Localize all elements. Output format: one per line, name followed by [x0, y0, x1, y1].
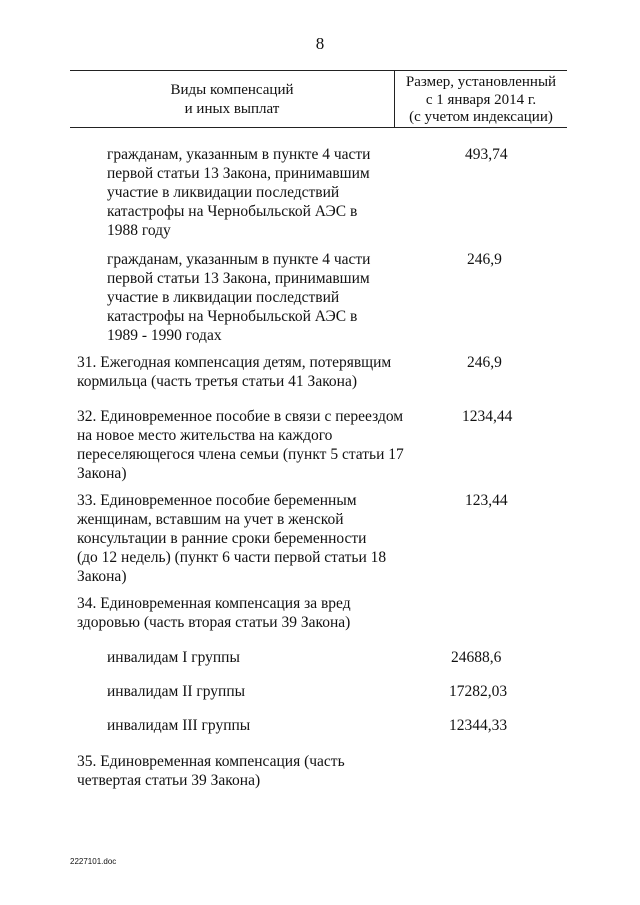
entry-line: инвалидам II группы: [107, 683, 246, 700]
entry-value: 246,9: [467, 251, 502, 268]
entry-line: (до 12 недель) (пункт 6 части первой статьи 18: [77, 549, 387, 566]
entry-text: [107, 250, 370, 345]
entry-value: 493,74: [465, 146, 508, 163]
entry-line: женщинам, вставшим на учет в женской: [77, 511, 344, 528]
entry-text: [77, 594, 351, 632]
entry-liquidators-1989-1990: [107, 250, 567, 345]
entry-line: консультации в ранние сроки беременности: [77, 530, 367, 547]
entry-line: переселяющегося члена семьи (пункт 5 статьи 17: [77, 446, 404, 463]
entry-line: здоровью (часть вторая статьи 39 Закона): [77, 614, 351, 631]
entry-line: первой статьи 13 Закона, принимавшим: [107, 270, 370, 287]
entry-text: [107, 716, 250, 735]
entry-liquidators-1988: [107, 145, 567, 240]
entry-line: 35. Единовременная компенсация (часть: [77, 753, 345, 770]
entry-value: 1234,44: [462, 408, 513, 425]
header-amount: [395, 74, 567, 127]
entry-line: участие в ликвидации последствий: [107, 184, 340, 201]
entry-line: гражданам, указанным в пункте 4 части: [107, 146, 371, 163]
entry-line: 33. Единовременное пособие беременным: [77, 492, 357, 509]
entry-value: 123,44: [465, 492, 508, 509]
entry-item-35: [77, 752, 567, 792]
header-right-line: (с учетом индексации): [409, 109, 553, 125]
entry-text: [77, 407, 404, 483]
entry-line: 32. Единовременное пособие в связи с переездом: [77, 408, 404, 425]
entry-line: 31. Ежегодная компенсация детям, потерявщим: [77, 354, 392, 371]
entry-text: [77, 491, 386, 586]
entry-text: [107, 648, 240, 667]
footer-filename: 2227101.doc: [70, 857, 117, 866]
header-left-line: Виды компенсаций: [170, 82, 294, 98]
entry-line: участие в ликвидации последствий: [107, 289, 340, 306]
entry-text: [77, 752, 345, 790]
entry-item-33: [77, 491, 567, 586]
entry-line: инвалидам III группы: [107, 717, 251, 734]
header-compensation-types: [70, 81, 394, 119]
table-header: [70, 70, 567, 128]
entry-text: [107, 145, 370, 240]
entry-line: катастрофы на Чернобыльской АЭС в: [107, 203, 358, 220]
entry-value: 17282,03: [449, 683, 508, 700]
entry-line: 1989 - 1990 годах: [107, 327, 222, 344]
header-right-line: с 1 января 2014 г.: [425, 91, 537, 108]
entry-text: [107, 682, 245, 701]
entry-disability-group-3: [107, 716, 567, 736]
entry-line: Закона): [77, 465, 127, 482]
entry-line: первой статьи 13 Закона, принимавшим: [107, 165, 370, 182]
entry-line: инвалидам I группы: [107, 649, 240, 666]
page-number: 8: [315, 34, 325, 53]
entry-disability-group-1: [107, 648, 567, 668]
entry-item-31: [77, 353, 567, 393]
entry-value: 246,9: [467, 354, 502, 371]
entry-line: кормильца (часть третья статьи 41 Закона): [77, 373, 358, 390]
entry-item-32: [77, 407, 567, 483]
entry-item-34: [77, 594, 567, 634]
entry-line: Закона): [77, 568, 127, 585]
entry-disability-group-2: [107, 682, 567, 702]
header-left-line: и иных выплат: [184, 101, 280, 117]
entry-value: 24688,6: [451, 649, 502, 666]
entry-line: гражданам, указанным в пункте 4 части: [107, 251, 371, 268]
entry-line: 34. Единовременная компенсация за вред: [77, 595, 351, 612]
entry-text: [77, 353, 391, 391]
entry-value: 12344,33: [449, 717, 508, 734]
entry-line: катастрофы на Чернобыльской АЭС в: [107, 308, 358, 325]
entry-line: 1988 году: [107, 222, 171, 239]
entry-line: четвертая статьи 39 Закона): [77, 772, 261, 789]
header-right-line: Размер, установленный: [405, 74, 557, 90]
entry-line: на новое место жительства на каждого: [77, 427, 333, 444]
